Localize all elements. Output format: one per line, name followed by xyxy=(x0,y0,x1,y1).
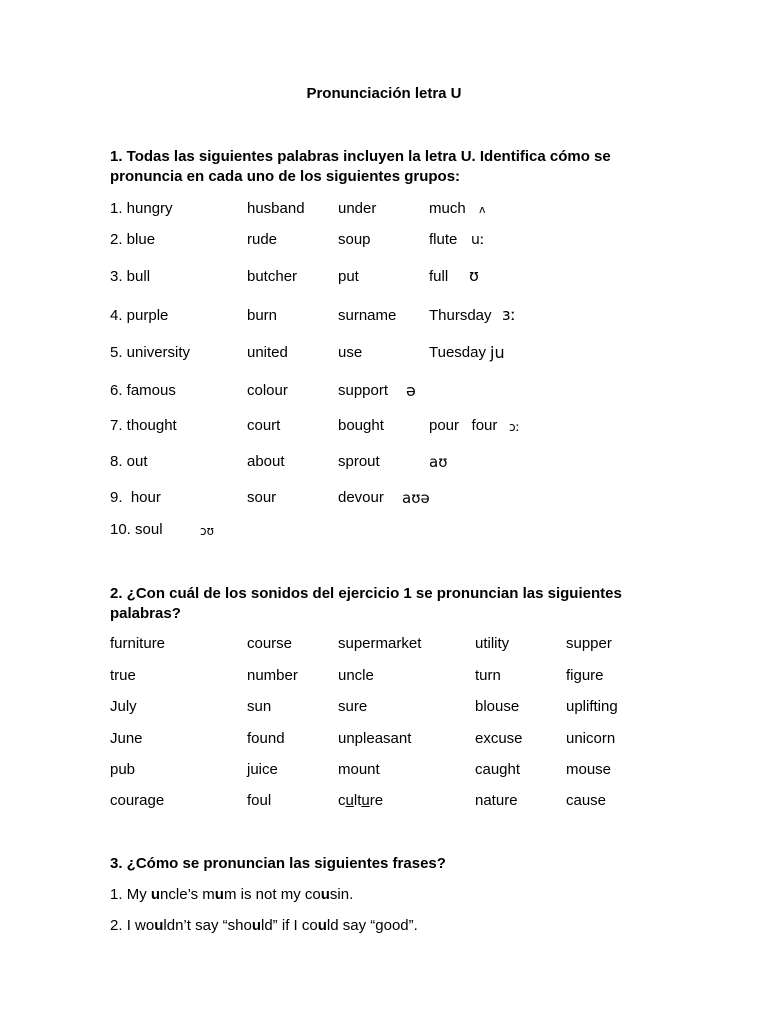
word: unicorn xyxy=(566,730,616,747)
word: 9. hour xyxy=(110,489,161,506)
ipa-symbol: ə xyxy=(406,381,416,400)
word: courage xyxy=(110,792,165,809)
word: foul xyxy=(247,792,272,809)
ipa-symbol: ɔː xyxy=(509,420,520,434)
ipa-symbol: aʊ xyxy=(429,453,448,471)
word: true xyxy=(110,667,136,684)
word: turn xyxy=(475,667,501,684)
word: number xyxy=(247,667,298,684)
word: soup xyxy=(338,231,371,248)
word: July xyxy=(110,698,137,715)
sentence-1: 1. My uncle’s mum is not my cousin. xyxy=(110,886,354,903)
word: found xyxy=(247,730,285,747)
word: blouse xyxy=(475,698,520,715)
exercise-3-heading: 3. ¿Cómo se pronuncian las siguientes frases? xyxy=(110,855,446,872)
word: sun xyxy=(247,698,272,715)
word: supermarket xyxy=(338,635,422,652)
word: devour xyxy=(338,489,384,506)
word: sour xyxy=(247,489,277,506)
word: 8. out xyxy=(110,453,148,470)
word: put xyxy=(338,268,359,285)
word: mouse xyxy=(566,761,612,778)
ipa-symbol: uː xyxy=(471,232,485,248)
exercise-1-heading: 1. Todas las siguientes palabras incluyen la letra U. Identifica cómo se pronuncia en cada uno de los siguientes grupos: xyxy=(110,148,611,185)
word: mount xyxy=(338,761,380,778)
word: unpleasant xyxy=(338,730,412,747)
word: pub xyxy=(110,761,136,778)
word: rude xyxy=(247,231,278,248)
word: June xyxy=(110,730,143,747)
word: figure xyxy=(566,667,604,684)
word: sprout xyxy=(338,453,380,470)
word: excuse xyxy=(475,730,523,747)
word: 10. soul xyxy=(110,521,163,538)
word: caught xyxy=(475,761,521,778)
word-culture: culture xyxy=(338,792,384,809)
exercise-2-heading: 2. ¿Con cuál de los sonidos del ejercicio 1 se pronuncian las siguientes palabras? xyxy=(110,585,622,622)
word: 1. hungry xyxy=(110,200,173,217)
word: nature xyxy=(475,792,518,809)
word: flute xyxy=(429,231,458,248)
word: support xyxy=(338,382,389,399)
ipa-symbol: ju xyxy=(490,343,505,362)
word: 2. blue xyxy=(110,231,156,248)
word: much xyxy=(429,200,466,217)
word: 3. bull xyxy=(110,268,151,285)
word: uplifting xyxy=(566,698,618,715)
word: furniture xyxy=(110,635,166,652)
ipa-symbol: ɜː xyxy=(502,305,516,324)
word: 7. thought xyxy=(110,417,177,434)
word: pour four xyxy=(429,417,498,434)
word: burn xyxy=(247,307,278,324)
word: Thursday xyxy=(429,307,492,324)
word: court xyxy=(247,417,281,434)
ipa-symbol: ʊ xyxy=(469,266,479,285)
word: 5. university xyxy=(110,344,191,361)
word: under xyxy=(338,200,377,217)
word: cause xyxy=(566,792,607,809)
word: husband xyxy=(247,200,305,217)
word: use xyxy=(338,344,363,361)
word: utility xyxy=(475,635,510,652)
word: full xyxy=(429,268,449,285)
ipa-symbol: ɔʊ xyxy=(200,524,215,538)
word: surname xyxy=(338,307,397,324)
word: about xyxy=(247,453,285,470)
word: Tuesday xyxy=(429,344,486,361)
word: butcher xyxy=(247,268,298,285)
sentence-2: 2. I wouldn’t say “should” if I could say “good”. xyxy=(110,917,418,934)
word: 4. purple xyxy=(110,307,169,324)
page-title: Pronunciación letra U xyxy=(306,85,462,102)
word: sure xyxy=(338,698,368,715)
word: course xyxy=(247,635,293,652)
word: uncle xyxy=(338,667,374,684)
word: juice xyxy=(247,761,278,778)
word: supper xyxy=(566,635,612,652)
word: colour xyxy=(247,382,288,399)
word: 6. famous xyxy=(110,382,176,399)
word: bought xyxy=(338,417,384,434)
ipa-symbol: ʌ xyxy=(479,203,486,216)
word: united xyxy=(247,344,288,361)
ipa-symbol: aʊə xyxy=(402,489,430,507)
